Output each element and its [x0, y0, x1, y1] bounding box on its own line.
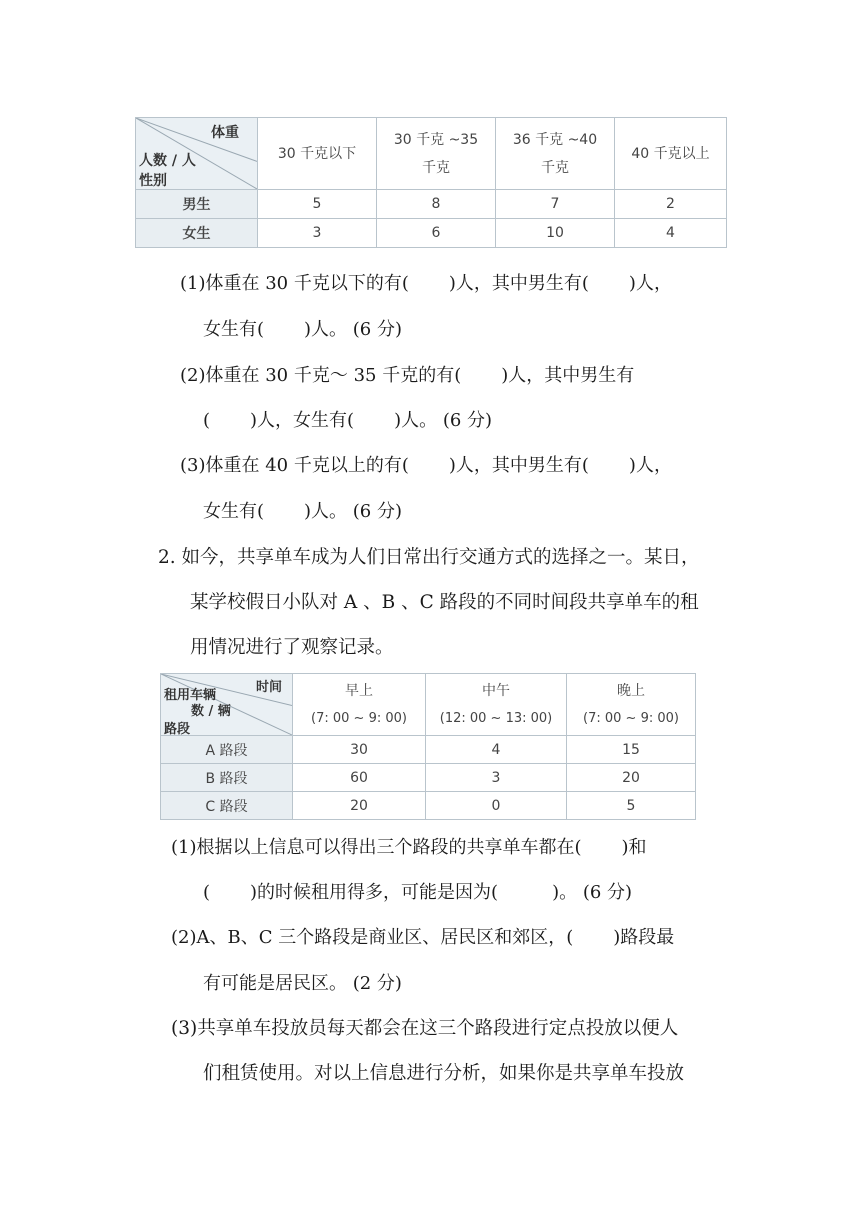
table-cell: 60	[293, 764, 426, 792]
table-cell: 3	[426, 764, 567, 792]
table-cell: 10	[496, 219, 615, 248]
weight-table	[135, 117, 727, 248]
table-cell: 20	[293, 792, 426, 820]
diag-label-count: 人数 / 人	[139, 153, 196, 169]
diag-label-time: 时间	[255, 680, 282, 695]
weight-table-diagonal-header	[136, 118, 258, 190]
table-cell: 3	[258, 219, 377, 248]
q2-intro-line1: 2. 如今，共享单车成为人们日常出行交通方式的选择之一。某日，	[158, 547, 700, 568]
diag-label-road: 路段	[164, 722, 191, 737]
col-header: 晚上 (7: 00 ~ 9: 00)	[567, 674, 696, 736]
q2-part2-line2: 有可能是居民区。 (2 分)	[203, 973, 402, 994]
q1-part1-line2: 女生有( )人。 (6 分)	[203, 319, 402, 340]
table-cell: 6	[377, 219, 496, 248]
q1-part3-line2: 女生有( )人。 (6 分)	[203, 501, 402, 522]
row-label: B 路段	[161, 764, 293, 792]
col-header: 中午 (12: 00 ~ 13: 00)	[426, 674, 567, 736]
table-cell: 4	[615, 219, 727, 248]
diag-label-unit: 数 / 辆	[191, 704, 231, 719]
bike-rental-table	[160, 673, 696, 820]
q2-part3-line2: 们租赁使用。对以上信息进行分析，如果你是共享单车投放	[203, 1063, 685, 1084]
col-header: 40 千克以上	[615, 118, 727, 190]
col-header: 36 千克 ~40 千克	[496, 118, 615, 190]
q1-part2-line2: ( )人，女生有( )人。 (6 分)	[203, 410, 493, 431]
q2-part1-line1: (1)根据以上信息可以得出三个路段的共享单车都在( )和	[171, 837, 647, 858]
table-cell: 5	[567, 792, 696, 820]
col-header: 早上 (7: 00 ~ 9: 00)	[293, 674, 426, 736]
q2-part2-line1: (2)A、B、C 三个路段是商业区、居民区和郊区，( )路段最	[171, 927, 675, 948]
row-label: A 路段	[161, 736, 293, 764]
row-label: C 路段	[161, 792, 293, 820]
q2-intro-line2: 某学校假日小队对 A 、B 、C 路段的不同时间段共享单车的租	[190, 592, 699, 613]
table-row	[136, 190, 727, 219]
diag-label-rented: 租用车辆	[164, 688, 217, 703]
table-cell: 0	[426, 792, 567, 820]
table-cell: 8	[377, 190, 496, 219]
q2-intro-line3: 用情况进行了观察记录。	[190, 637, 394, 658]
table-cell: 15	[567, 736, 696, 764]
table-cell: 20	[567, 764, 696, 792]
diag-label-weight: 体重	[211, 125, 239, 141]
table-row	[161, 764, 696, 792]
table-cell: 5	[258, 190, 377, 219]
col-header: 30 千克 ~35 千克	[377, 118, 496, 190]
table-cell: 4	[426, 736, 567, 764]
row-label: 男生	[136, 190, 258, 219]
table-cell: 7	[496, 190, 615, 219]
diag-label-gender: 性别	[139, 173, 167, 189]
q1-part3-line1: (3)体重在 40 千克以上的有( )人，其中男生有( )人，	[180, 455, 672, 476]
table-cell: 30	[293, 736, 426, 764]
table-row	[136, 219, 727, 248]
table-row	[161, 736, 696, 764]
q1-part2-line1: (2)体重在 30 千克～ 35 千克的有( )人，其中男生有	[180, 365, 635, 386]
q1-part1-line1: (1)体重在 30 千克以下的有( )人，其中男生有( )人，	[180, 273, 672, 294]
table-cell: 2	[615, 190, 727, 219]
table-row	[161, 792, 696, 820]
bike-table-diagonal-header	[161, 674, 293, 736]
col-header: 30 千克以下	[258, 118, 377, 190]
q2-part1-line2: ( )的时候租用得多，可能是因为( )。 (6 分)	[203, 882, 633, 903]
row-label: 女生	[136, 219, 258, 248]
q2-part3-line1: (3)共享单车投放员每天都会在这三个路段进行定点投放以便人	[171, 1018, 679, 1039]
